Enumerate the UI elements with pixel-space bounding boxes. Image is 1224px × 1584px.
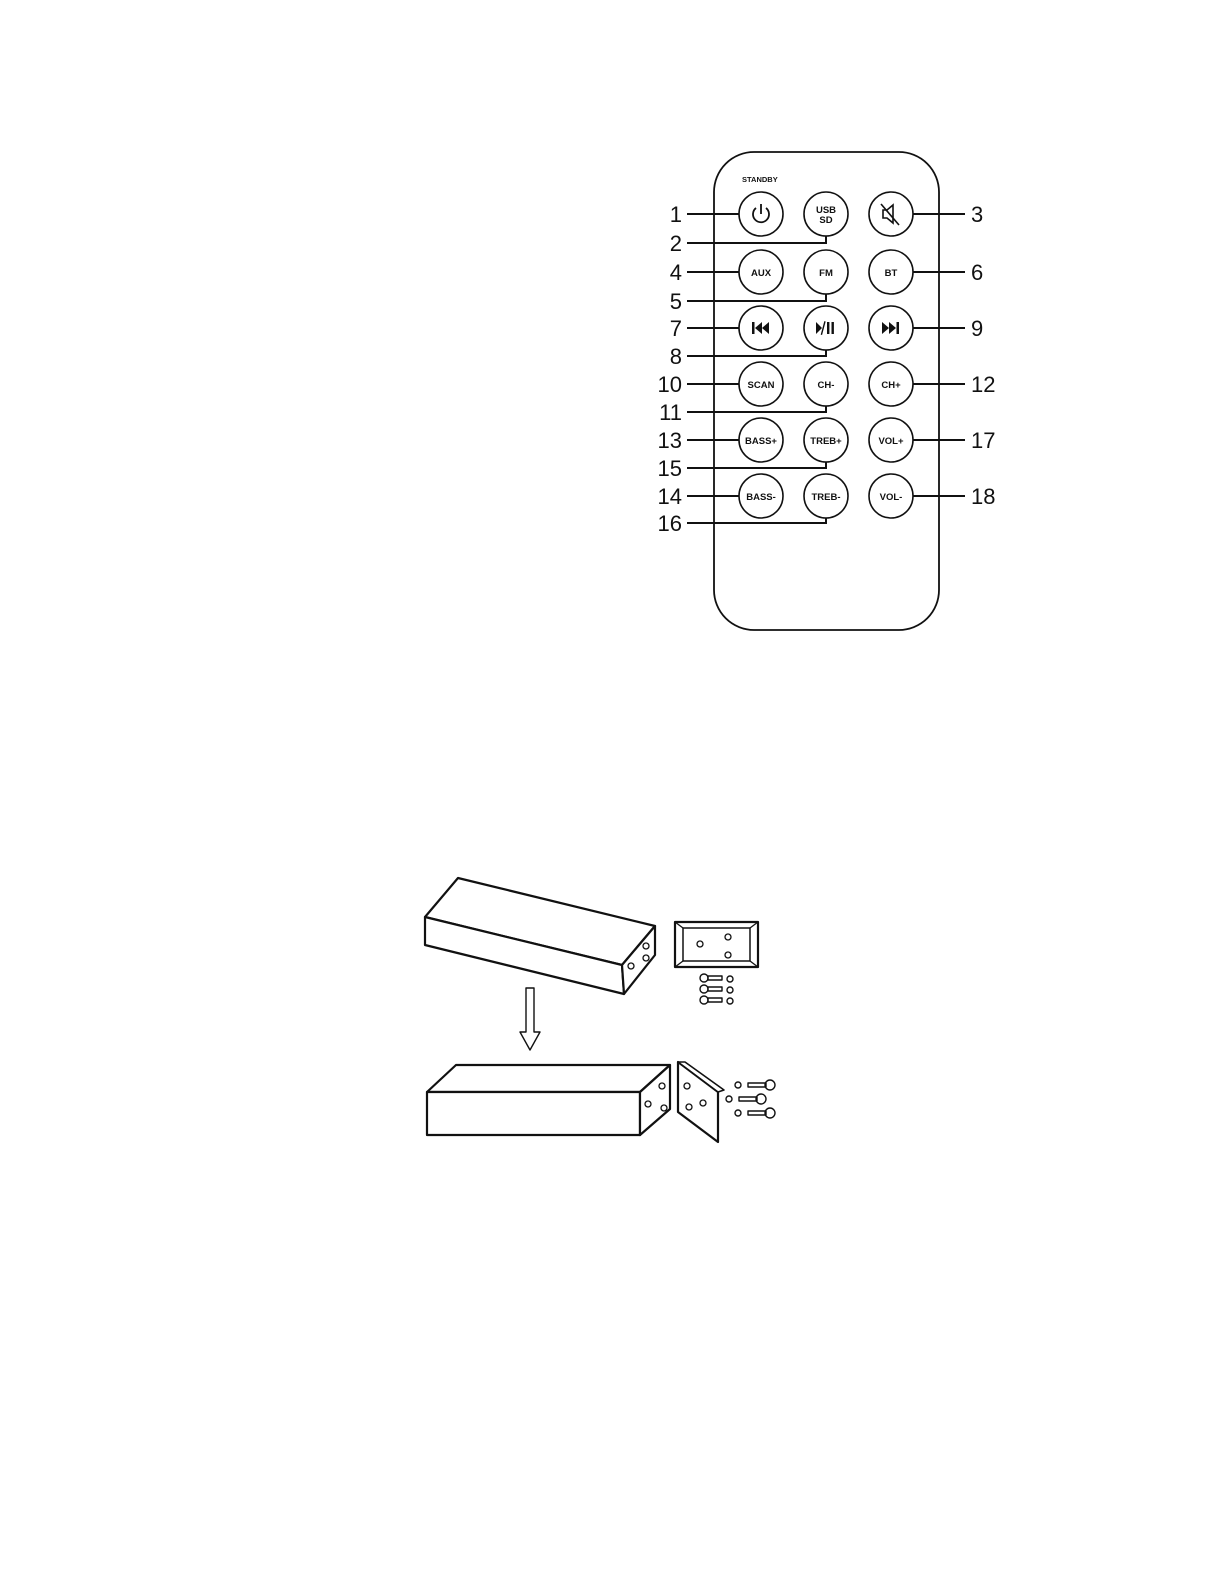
play-pause-button[interactable] (804, 306, 848, 350)
bracket-plate (675, 922, 758, 967)
bass-plus-label: BASS+ (745, 436, 777, 447)
callout-5: 5 (669, 289, 682, 314)
soundbar-angled (425, 878, 655, 994)
ch-minus-label: CH- (817, 380, 835, 391)
next-track-button[interactable] (869, 306, 913, 350)
callout-12: 12 (971, 372, 996, 397)
callout-8: 8 (669, 344, 682, 369)
callout-15: 15 (657, 456, 682, 481)
callout-13: 13 (657, 428, 682, 453)
fm-label: FM (819, 268, 833, 279)
soundbar-level (427, 1065, 670, 1135)
callout-6: 6 (971, 260, 984, 285)
callout-3: 3 (971, 202, 984, 227)
screws-top (700, 974, 733, 1004)
treb-plus-label: TREB+ (810, 436, 842, 447)
callout-18: 18 (971, 484, 996, 509)
screws-bottom (726, 1080, 775, 1118)
callout-11: 11 (659, 400, 682, 425)
callout-10: 10 (657, 372, 682, 397)
callout-9: 9 (971, 316, 984, 341)
sd-label: SD (819, 215, 833, 226)
mute-button[interactable] (869, 192, 913, 236)
standby-label: STANDBY (742, 175, 778, 184)
callout-16: 16 (657, 511, 682, 536)
bass-minus-label: BASS- (746, 492, 776, 503)
bt-label: BT (884, 268, 898, 279)
vol-plus-label: VOL+ (878, 436, 904, 447)
callout-14: 14 (657, 484, 682, 509)
callout-1: 1 (669, 202, 682, 227)
callout-7: 7 (669, 316, 682, 341)
down-arrow-icon (520, 988, 540, 1050)
treb-minus-label: TREB- (811, 492, 841, 503)
callout-2: 2 (669, 231, 682, 256)
scan-label: SCAN (747, 380, 775, 391)
mounting-bracket-installation-diagram (425, 878, 775, 1142)
previous-track-button[interactable] (739, 306, 783, 350)
callout-4: 4 (669, 260, 682, 285)
callout-17: 17 (971, 428, 996, 453)
vol-minus-label: VOL- (879, 492, 903, 503)
power-button[interactable] (739, 192, 783, 236)
ch-plus-label: CH+ (881, 380, 901, 391)
aux-label: AUX (750, 268, 772, 279)
usb-label: USB (815, 205, 837, 216)
bracket-side (678, 1062, 724, 1142)
